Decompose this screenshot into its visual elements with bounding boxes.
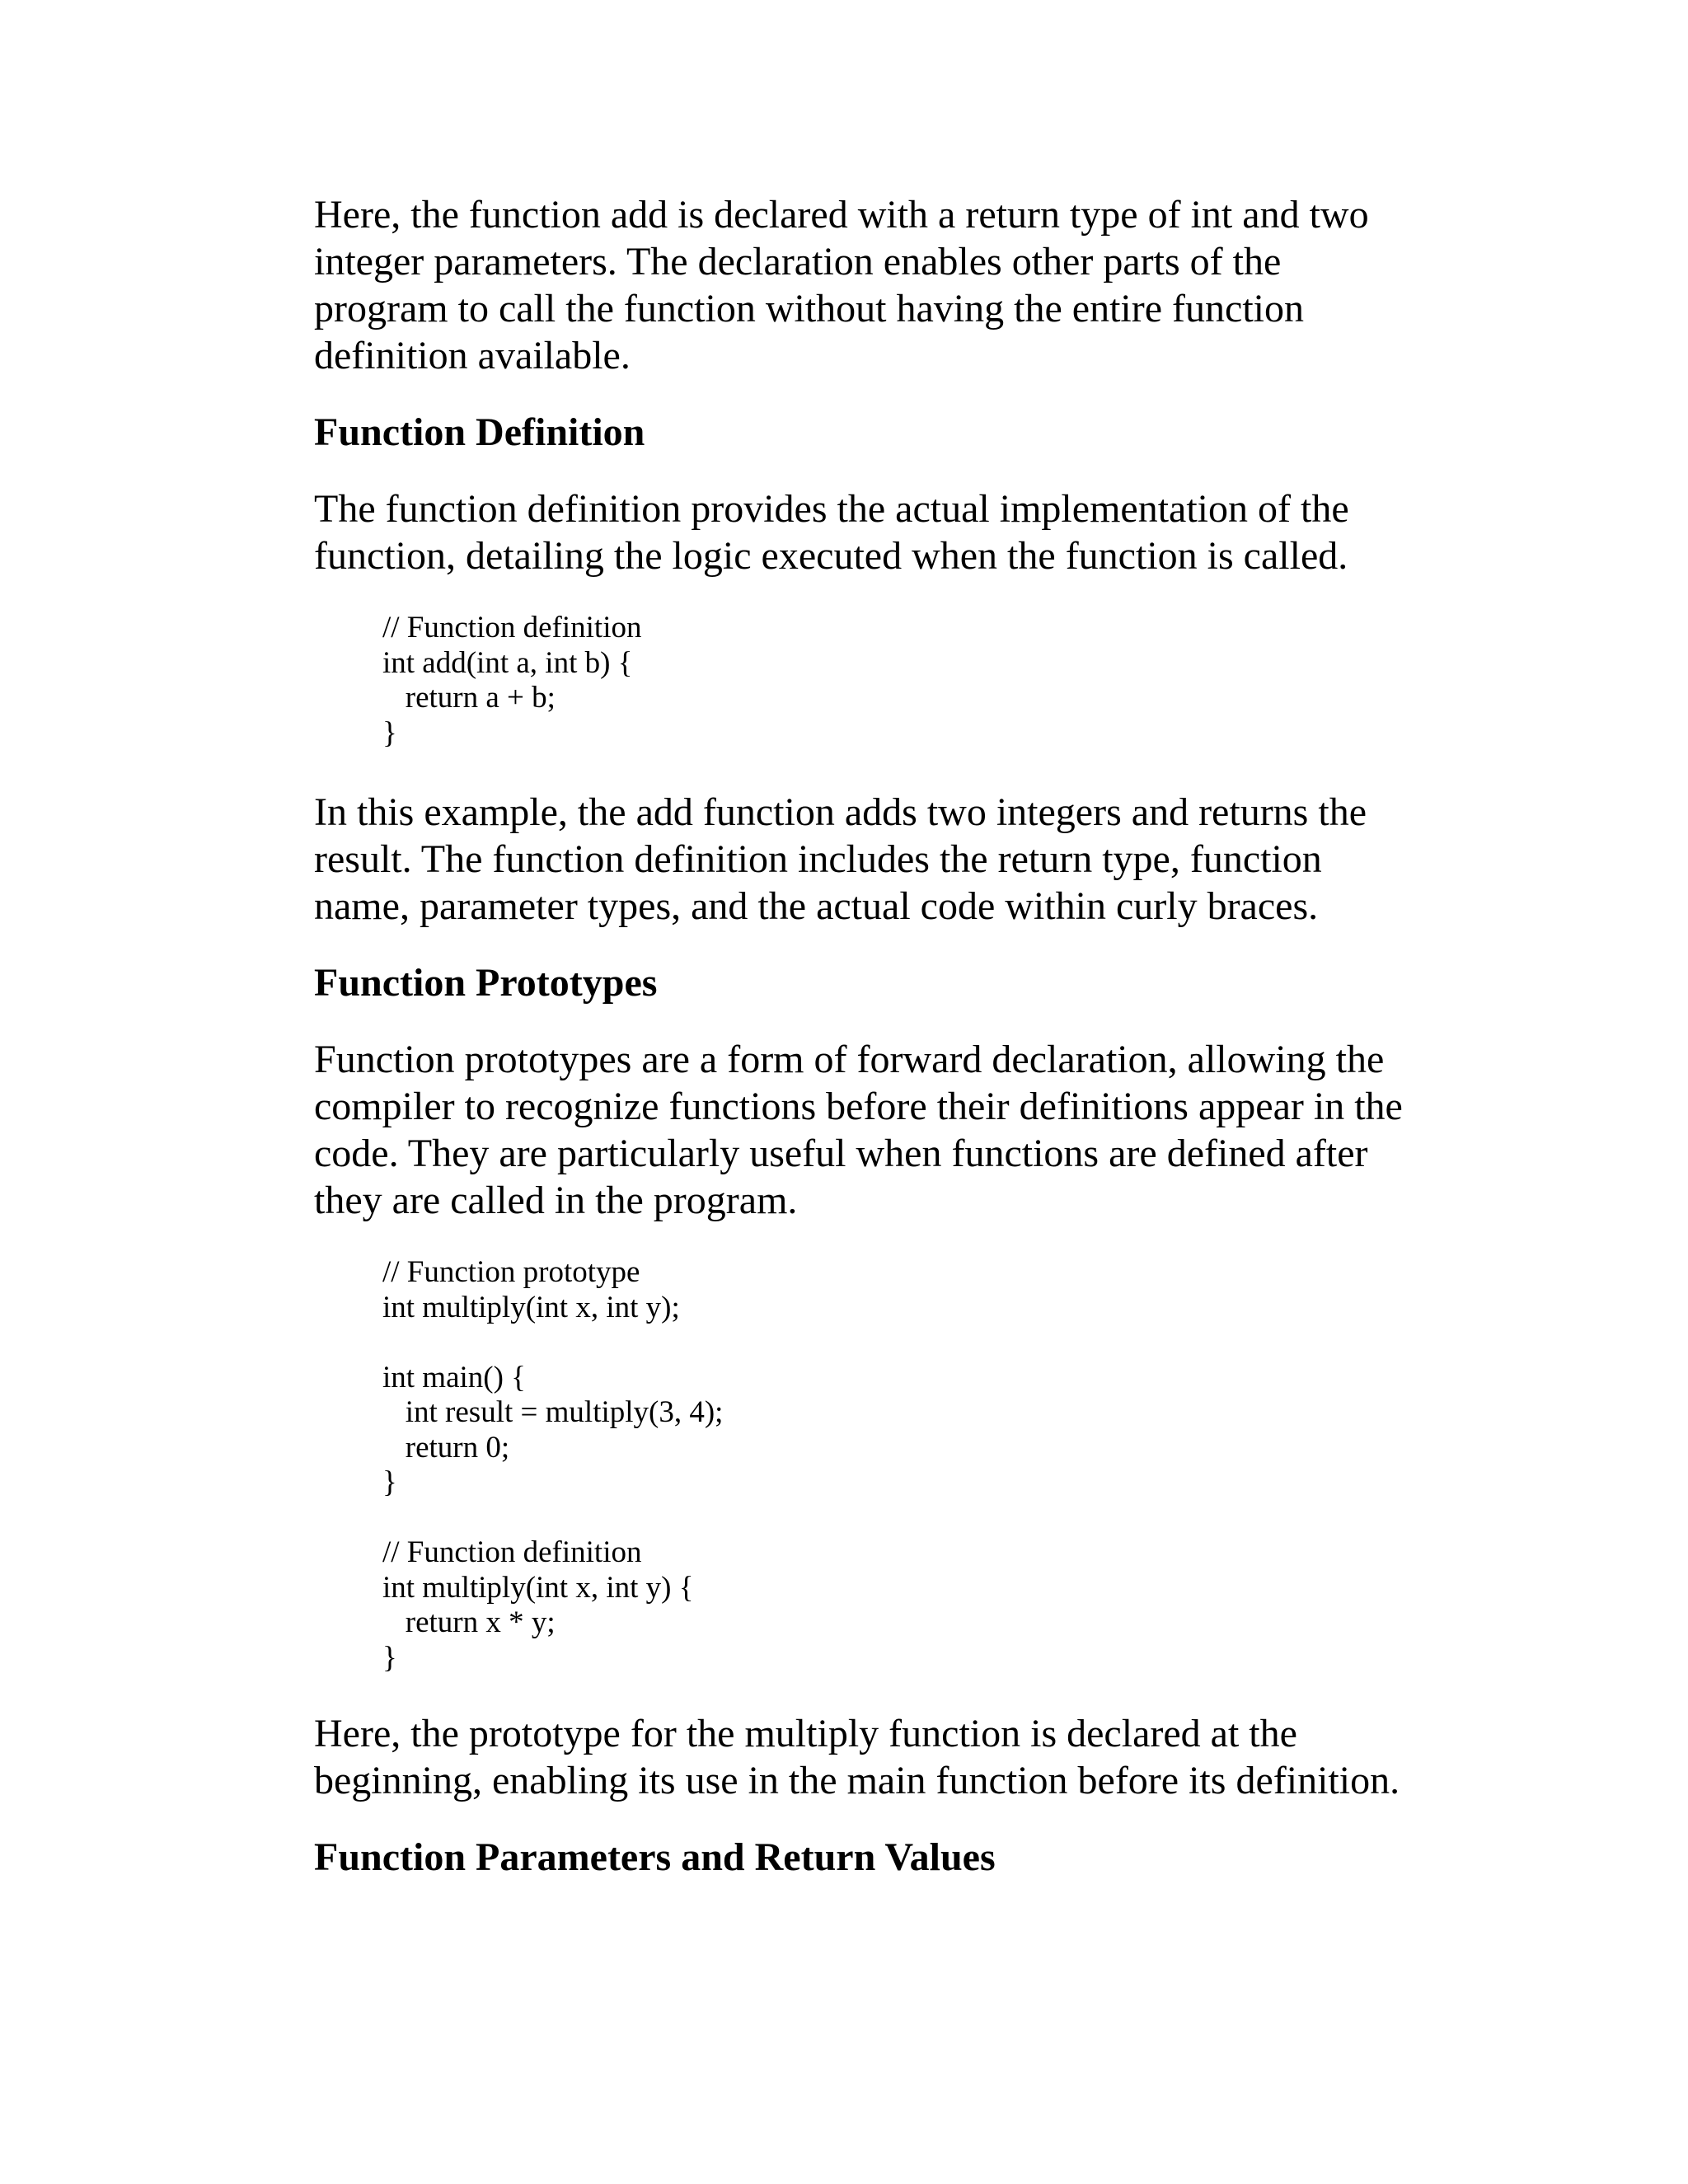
code-line: // Function prototype: [382, 1255, 640, 1289]
heading-function-prototypes: Function Prototypes: [314, 961, 658, 1005]
paragraph-prototypes-intro: Function prototypes are a form of forward declaration, allowing the compiler to recognize functions before their definitions appear in the code. They are particularly useful when functions are defined after they are called in the program.: [314, 1038, 1403, 1222]
code-line: [382, 1325, 1484, 1361]
code-line: }: [382, 1465, 397, 1499]
code-line: int add(int a, int b) {: [382, 645, 633, 680]
paragraph-prototypes-note: Here, the prototype for the multiply function is declared at the beginning, enabling its use in the main function before its definition.: [314, 1712, 1400, 1802]
code-block-prototypes: [382, 1255, 1484, 1675]
code-line: // Function definition: [382, 611, 642, 644]
code-line: int multiply(int x, int y) {: [382, 1570, 694, 1605]
code-line: return x * y;: [382, 1605, 556, 1639]
document-content: [314, 191, 1484, 1881]
code-line: // Function definition: [382, 1535, 642, 1569]
code-line: int result = multiply(3, 4);: [382, 1395, 724, 1429]
code-line: return a + b;: [382, 681, 556, 715]
paragraph-definition-note: In this example, the add function adds two integers and returns the result. The function definition includes the return type, function name, parameter types, and the actual code within curly braces.: [314, 790, 1367, 928]
spacer: [314, 930, 1484, 959]
spacer: [314, 1006, 1484, 1036]
spacer: [314, 751, 1484, 789]
code-line: [382, 1501, 1484, 1536]
code-line: }: [382, 1640, 397, 1675]
spacer: [314, 456, 1484, 485]
spacer: [314, 1675, 1484, 1710]
code-line: int main() {: [382, 1360, 526, 1394]
code-line: return 0;: [382, 1430, 510, 1465]
spacer: [314, 379, 1484, 409]
code-block-definition: [382, 611, 1484, 751]
heading-function-definition: Function Definition: [314, 410, 645, 454]
paragraph-declaration-note: Here, the function add is declared with a return type of int and two integer parameters. The declaration enables other parts of the program to call the function without having the entire function definition available.: [314, 193, 1369, 377]
paragraph-definition-intro: The function definition provides the actual implementation of the function, detailing the logic executed when the function is called.: [314, 487, 1349, 578]
code-line: int multiply(int x, int y);: [382, 1290, 680, 1324]
code-line: }: [382, 715, 397, 750]
spacer: [314, 1224, 1484, 1255]
spacer: [314, 579, 1484, 611]
heading-function-parameters: Function Parameters and Return Values: [314, 1835, 996, 1879]
spacer: [314, 1804, 1484, 1834]
